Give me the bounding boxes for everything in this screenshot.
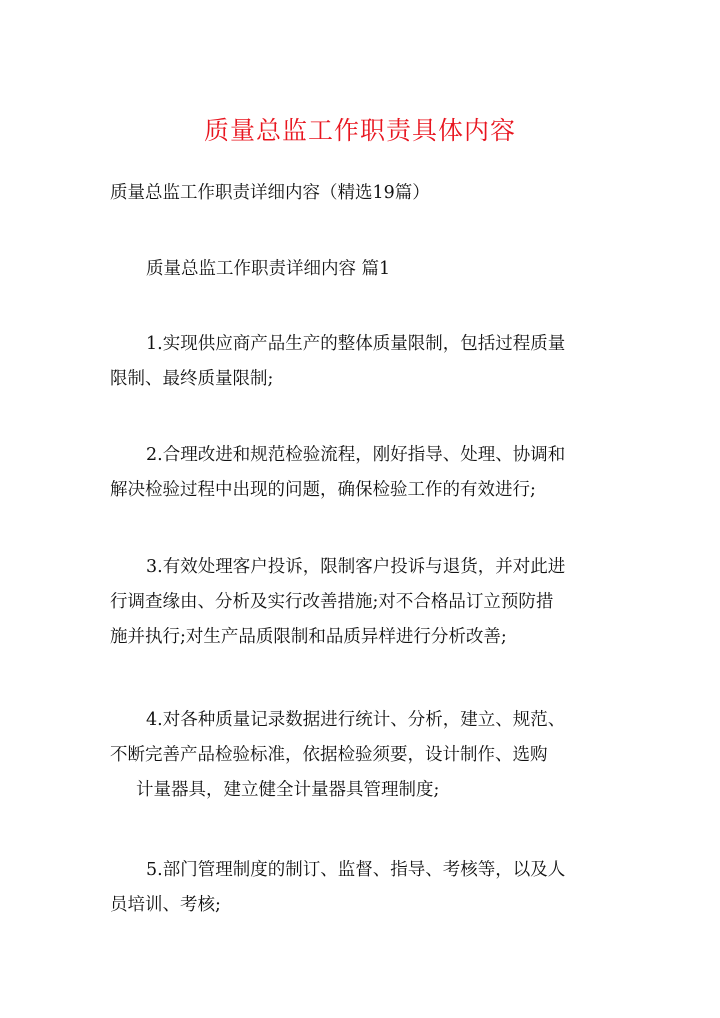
paragraph-line: 计量器具，建立健全计量器具管理制度; — [136, 780, 440, 800]
paragraph-line: 4.对各种质量记录数据进行统计、分析，建立、规范、 — [146, 710, 566, 730]
paragraph-line: 不断完善产品检验标准，依据检验须要，设计制作、选购 — [110, 745, 548, 765]
paragraph-line: 行调查缘由、分析及实行改善措施;对不合格品订立预防措 — [110, 592, 554, 612]
paragraph-line: 3.有效处理客户投诉，限制客户投诉与退货，并对此进 — [146, 557, 566, 577]
document-title: 质量总监工作职责具体内容 — [203, 116, 516, 145]
paragraph-line: 解决检验过程中出现的问题，确保检验工作的有效进行; — [110, 480, 536, 500]
paragraph-line: 5.部门管理制度的制订、监督、指导、考核等，以及人 — [146, 860, 566, 880]
paragraph-4 — [110, 703, 615, 808]
paragraph-5 — [110, 853, 615, 923]
paragraph-line: 施并执行;对生产品质限制和品质异样进行分析改善; — [110, 627, 507, 647]
paragraph-2 — [110, 438, 615, 508]
section-heading: 质量总监工作职责详细内容 篇1 — [146, 259, 391, 279]
paragraph-1 — [110, 327, 615, 397]
paragraph-line: 2.合理改进和规范检验流程，刚好指导、处理、协调和 — [146, 445, 566, 465]
paragraph-3 — [110, 550, 615, 655]
paragraph-line: 1.实现供应商产品生产的整体质量限制，包括过程质量 — [146, 334, 566, 354]
document-subtitle: 质量总监工作职责详细内容（精选19篇） — [110, 183, 430, 203]
paragraph-line: 限制、最终质量限制; — [110, 369, 274, 389]
paragraph-line: 员培训、考核; — [110, 895, 221, 915]
